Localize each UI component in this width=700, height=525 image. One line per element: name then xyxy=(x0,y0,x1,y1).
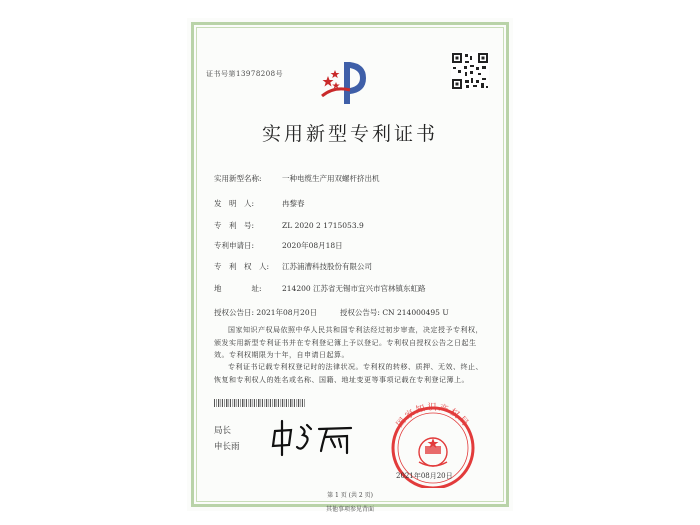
field-grant-date xyxy=(214,307,449,318)
seal-date: 2021年08月20日 xyxy=(396,472,453,480)
field-label: 发 明 人: xyxy=(214,199,255,208)
field-address xyxy=(214,283,426,294)
paragraph-grant-statement: 国家知识产权局依照中华人民共和国专利法经过初步审查，决定授予专利权，颁发实用新型专利证书并在专利登记簿上予以登记。专利权自授权公告之日起生效。专利权期限为十年，自申请日起算。 xyxy=(214,326,483,359)
svg-text:国家知识产权局 xyxy=(394,402,471,430)
certificate-title: 实用新型专利证书 xyxy=(261,123,438,145)
director-name: 申长雨 xyxy=(214,442,240,452)
field-value: ZL 2020 2 1715053.9 xyxy=(282,221,364,230)
paragraph-legal-status: 专利证书记载专利权登记时的法律状况。专利权的转移、质押、无效、终止、恢复和专利权人的姓名或名称、国籍、地址变更等事项记载在专利登记簿上。 xyxy=(214,363,483,384)
field-value: 一种电缆生产用双螺杆挤出机 xyxy=(282,174,380,183)
field-value: 江苏浦漕科技股份有限公司 xyxy=(282,262,372,271)
grant-pub-value: CN 214000495 U xyxy=(382,308,449,317)
certificate-number: 证书号第13978208号 xyxy=(206,70,284,78)
grant-date-value: 2021年08月20日 xyxy=(256,308,318,317)
field-label: 专 利 号: xyxy=(214,221,255,230)
field-utility-model-name xyxy=(214,173,380,184)
patent-certificate xyxy=(187,18,513,511)
qr-code-icon xyxy=(451,52,489,90)
seal-text: 国家知识产权局 xyxy=(395,403,471,430)
field-label: 专 利 权 人: xyxy=(214,262,270,271)
footer-note: 其他事项参见背面 xyxy=(325,506,374,513)
grant-pub-label: 授权公告号: xyxy=(339,308,380,317)
page-number: 第 1 页 (共 2 页) xyxy=(327,492,373,499)
field-patent-number xyxy=(214,220,364,231)
grant-date-label: 授权公告日: xyxy=(214,308,255,317)
field-application-date xyxy=(214,240,343,251)
director-title: 局长 xyxy=(214,426,232,436)
field-patentee xyxy=(214,261,372,272)
field-label: 实用新型名称: xyxy=(214,174,262,183)
director-signature-icon xyxy=(267,417,357,459)
field-label: 专利申请日: xyxy=(214,241,255,250)
field-value: 冉黎春 xyxy=(282,199,305,208)
field-value: 214200 江苏省无锡市宜兴市官林镇东虹路 xyxy=(282,284,426,293)
field-inventor xyxy=(214,198,305,209)
cnipa-logo-icon xyxy=(320,56,372,108)
field-label: 地 址: xyxy=(214,284,262,293)
barcode-icon xyxy=(214,399,306,407)
field-value: 2020年08月18日 xyxy=(282,241,343,250)
